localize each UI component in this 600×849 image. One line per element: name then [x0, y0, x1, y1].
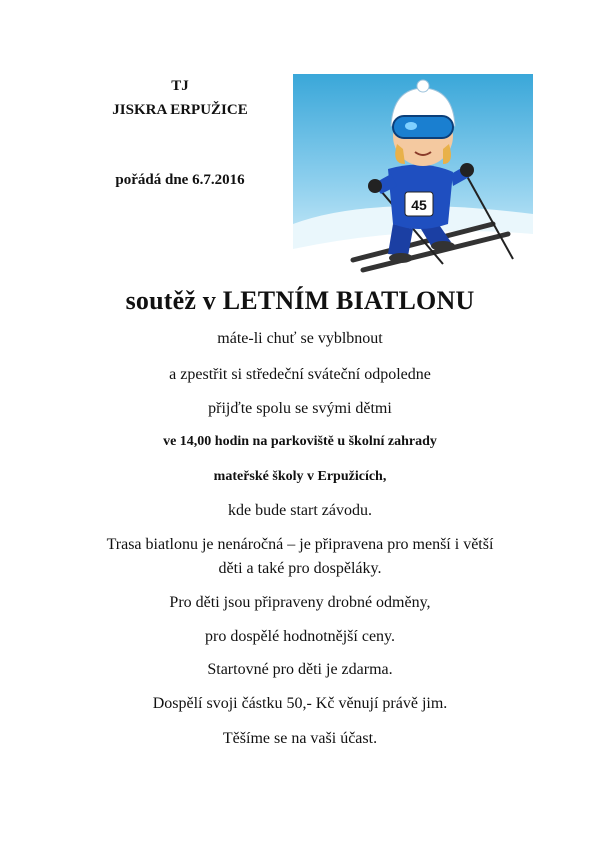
body-line: Dospělí svoji částku 50,- Kč věnují právě jim. — [152, 695, 448, 712]
org-name-line2: JISKRA ERPUŽICE — [112, 102, 248, 118]
body-line-place: mateřské školy v Erpužicích, — [213, 469, 387, 484]
body-line: máte-li chuť se vyblbnout — [217, 330, 383, 347]
body-line: přijďte spolu se svými dětmi — [208, 400, 392, 417]
body-line: a zpestřit si středeční sváteční odpoledne — [169, 366, 431, 383]
skier-illustration — [293, 74, 533, 274]
body-line-time-place: ve 14,00 hodin na parkoviště u školní zahrady — [163, 434, 437, 449]
bib-number: 45 — [411, 197, 427, 213]
body-line: Pro děti jsou připraveny drobné odměny, — [169, 594, 431, 611]
body-line: Trasa biatlonu je nenáročná – je připravena pro menší i větší — [106, 536, 494, 553]
body-line: kde bude start závodu. — [228, 502, 372, 519]
body-line: Těšíme se na vaši účast. — [222, 730, 378, 747]
body-line: děti a také pro dospěláky. — [218, 560, 382, 577]
glove — [368, 179, 382, 193]
goggles — [393, 116, 453, 138]
org-name-line1: TJ — [171, 78, 189, 94]
glove — [460, 163, 474, 177]
body-line: Startovné pro děti je zdarma. — [207, 661, 393, 678]
event-date: pořádá dne 6.7.2016 — [115, 172, 245, 188]
body-line: pro dospělé hodnotnější ceny. — [204, 628, 396, 645]
event-title: soutěž v LETNÍM BIATLONU — [125, 286, 475, 315]
